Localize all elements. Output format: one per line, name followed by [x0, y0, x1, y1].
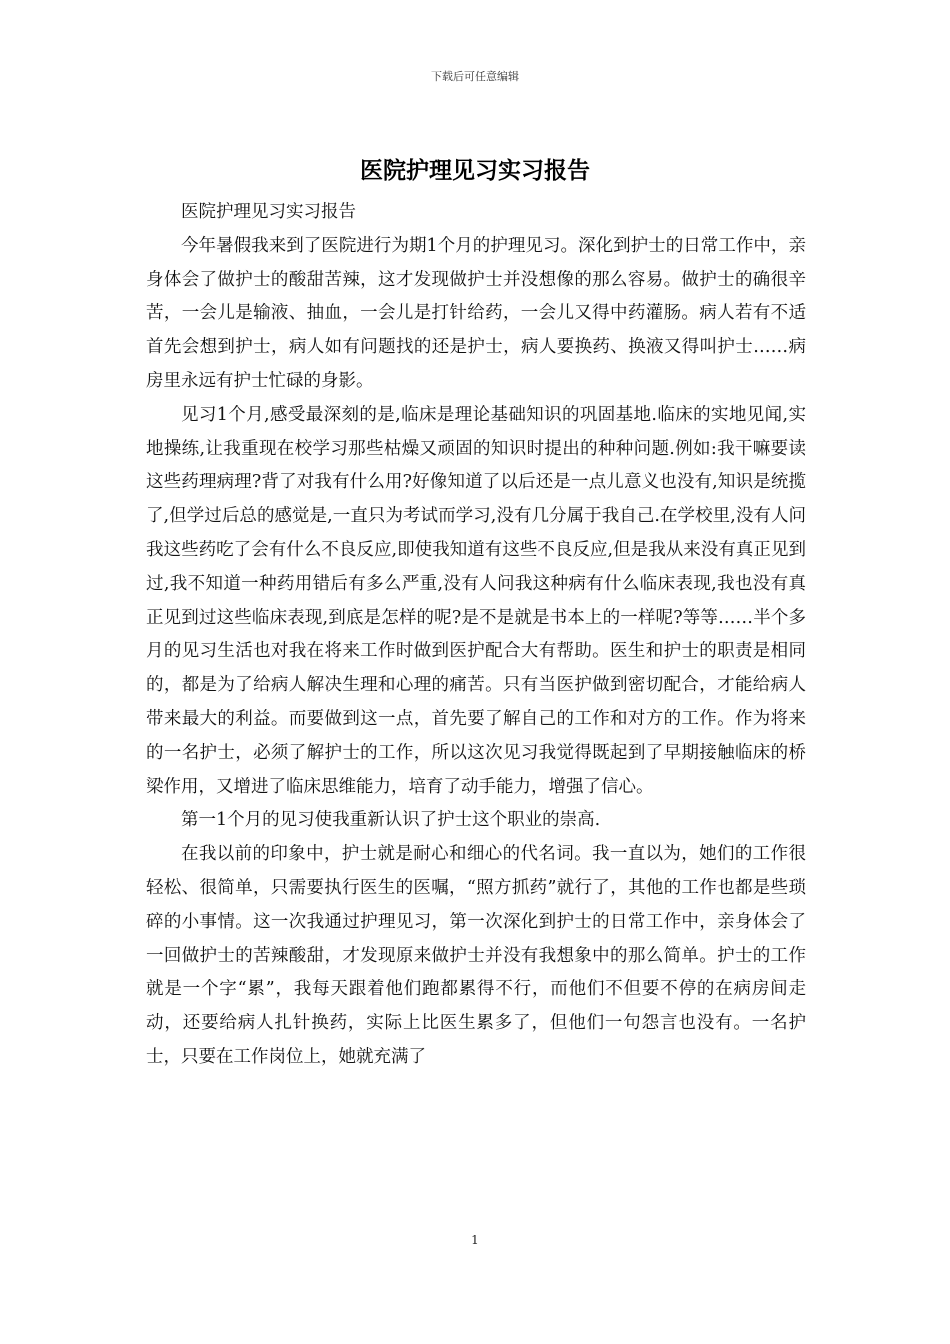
- document-title: 医院护理见习实习报告: [360, 157, 590, 184]
- body-paragraph: 今年暑假我来到了医院进行为期1个月的护理见习。深化到护士的日常工作中，亲身体会了做护士的酸甜苦辣，这才发现做护士并没想像的那么容易。做护士的确很辛苦，一会儿是输液、抽血，一会儿是打针给药，一会儿又得中药灌肠。病人若有不适首先会想到护士，病人如有问题找的还是护士，病人要换药、换液又得叫护士……病房里永远有护士忙碌的身影。: [146, 235, 806, 391]
- page-number: 1: [471, 1233, 479, 1247]
- header-note: 下载后可任意编辑: [431, 70, 519, 83]
- document-body: [146, 196, 806, 1075]
- body-paragraph: 医院护理见习实习报告: [181, 202, 356, 222]
- body-paragraph: 见习1个月,感受最深刻的是,临床是理论基础知识的巩固基地.临床的实地见闻,实地操练,让我重现在校学习那些枯燥又顽固的知识时提出的种种问题.例如:我干嘛要读这些药理病理?背了对我有什么用?好像知道了以后还是一点儿意义也没有,知识是统揽了,但学过后总的感觉是,一直只为考试而学习,没有几分属于我自己.在学校里,没有人问我这些药吃了会有什么不良反应,即使我知道有这些不良反应,但是我从来没有真正见到过,我不知道一种药用错后有多么严重,没有人问我这种病有什么临床表现,我也没有真正见到过这些临床表现,到底是怎样的呢?是不是就是书本上的一样呢?等等……半个多月的见习生活也对我在将来工作时做到医护配合大有帮助。医生和护士的职责是相同的，都是为了给病人解决生理和心理的痛苦。只有当医护做到密切配合，才能给病人带来最大的利益。而要做到这一点，首先要了解自己的工作和对方的工作。作为将来的一名护士，必须了解护士的工作，所以这次见习我觉得既起到了早期接触临床的桥梁作用，又增进了临床思维能力，培育了动手能力，增强了信心。: [146, 404, 806, 797]
- body-paragraph: 第一1个月的见习使我重新认识了护士这个职业的崇高.: [181, 810, 601, 831]
- body-paragraph: 在我以前的印象中，护士就是耐心和细心的代名词。我一直以为，她们的工作很轻松、很简单，只需要执行医生的医嘱，“照方抓药”就行了，其他的工作也都是些琐碎的小事情。这一次我通过护理见习，第一次深化到护士的日常工作中，亲身体会了一回做护士的苦辣酸甜，才发现原来做护士并没有我想象中的那么简单。护士的工作就是一个字“累”，我每天跟着他们跑都累得不行，而他们不但要不停的在病房间走动，还要给病人扎针换药，实际上比医生累多了，但他们一句怨言也没有。一名护士，只要在工作岗位上，她就充满了: [146, 844, 806, 1067]
